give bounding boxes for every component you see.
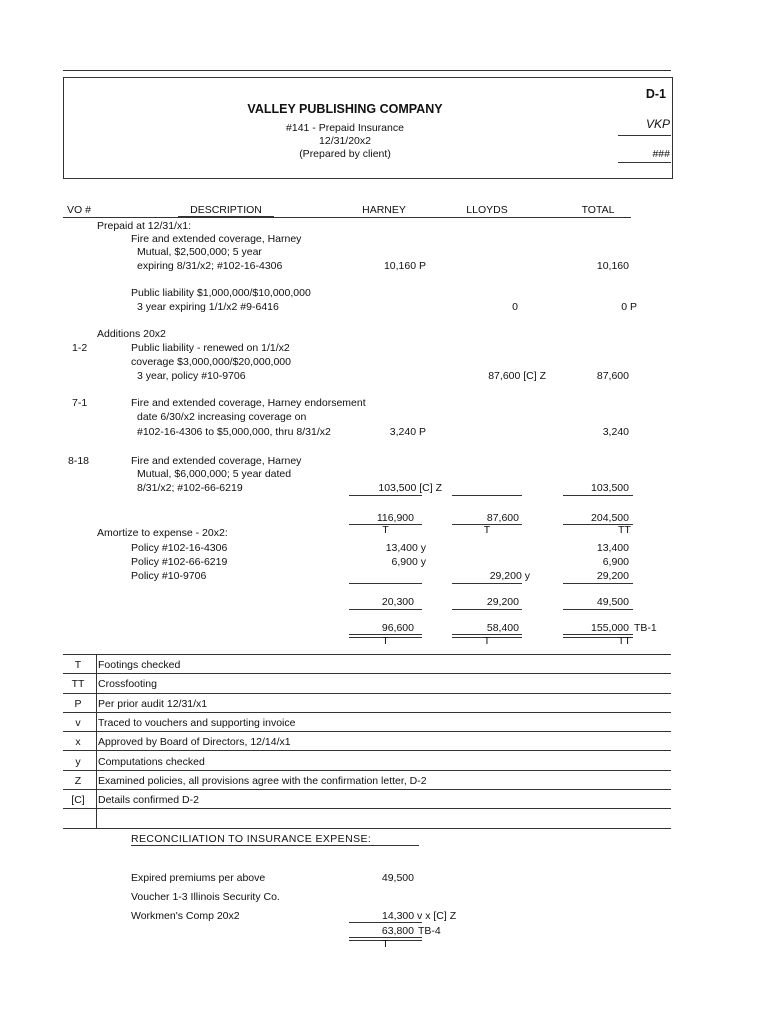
workpaper-ref: D-1 — [645, 87, 666, 101]
grand-total: 155,000 — [591, 622, 629, 634]
account-name: #141 - Prepaid Insurance — [286, 122, 404, 134]
tick-mark: T — [483, 635, 491, 647]
legend-row — [63, 654, 671, 673]
lloyds-value: 87,600 [C] Z — [488, 370, 546, 382]
recon-value: 14,300 v x [C] Z — [382, 910, 457, 922]
harney-total: 96,600 — [381, 622, 414, 634]
lloyds-subtotal: 29,200 — [486, 596, 519, 608]
recon-value: 49,500 — [381, 872, 414, 884]
desc-line: date 6/30/x2 increasing coverage on — [137, 411, 307, 423]
recon-line: Workmen's Comp 20x2 — [131, 910, 240, 922]
col-vo: VO # — [67, 204, 91, 216]
col-total: TOTAL — [581, 204, 615, 216]
recon-total: 63,800 — [381, 925, 414, 937]
lloyds-subtotal: 87,600 — [486, 512, 519, 524]
desc-line: 3 year, policy #10-9706 — [137, 370, 246, 382]
total-value: 0 P — [621, 301, 637, 313]
total-value: 3,240 — [602, 426, 629, 438]
date-placeholder: ### — [652, 148, 670, 160]
recon-title: RECONCILIATION TO INSURANCE EXPENSE: — [131, 833, 419, 846]
desc-line: Public liability - renewed on 1/1/x2 — [131, 342, 290, 354]
total-value: 10,160 — [596, 260, 629, 272]
legend-text: Per prior audit 12/31/x1 — [98, 697, 208, 710]
desc-line: expiring 8/31/x2; #102-16-4306 — [137, 260, 283, 272]
total-value: 87,600 — [596, 370, 629, 382]
col-description: DESCRIPTION — [178, 204, 274, 217]
desc-line: Mutual, $2,500,000; 5 year — [137, 246, 262, 258]
tick-mark: TT — [618, 635, 631, 647]
legend-mark: y — [75, 755, 81, 768]
desc-line: Mutual, $6,000,000; 5 year dated — [137, 468, 292, 480]
legend-row — [63, 770, 671, 789]
vo-number: 7-1 — [72, 397, 88, 409]
total-value: 103,500 — [591, 482, 629, 494]
desc-line: Fire and extended coverage, Harney endorsement — [131, 397, 366, 409]
lloyds-value: 0 — [512, 301, 518, 313]
legend-text: Traced to vouchers and supporting invoice — [98, 716, 296, 729]
legend-text: Computations checked — [98, 755, 205, 768]
desc-line: Amortize to expense - 20x2: — [97, 527, 228, 539]
tick-mark: T — [483, 524, 491, 536]
company-name: VALLEY PUBLISHING COMPANY — [247, 102, 443, 116]
desc-line: coverage $3,000,000/$20,000,000 — [131, 356, 291, 368]
preparer-initials: VKP — [645, 117, 670, 131]
lloyds-value: 29,200 y — [489, 570, 530, 582]
legend-mark: P — [74, 697, 82, 710]
legend-mark: [C] — [71, 794, 85, 807]
prepared-by: (Prepared by client) — [299, 148, 391, 160]
desc-line: Public liability $1,000,000/$10,000,000 — [131, 287, 311, 299]
total-value: 13,400 — [596, 542, 629, 554]
lloyds-total: 58,400 — [486, 622, 519, 634]
legend-row — [63, 789, 671, 808]
legend-text: Crossfooting — [98, 678, 157, 691]
legend-mark: Z — [74, 774, 82, 787]
statement-date: 12/31/20x2 — [319, 135, 371, 147]
legend-text: Examined policies, all provisions agree with the confirmation letter, D-2 — [98, 774, 427, 787]
legend-row — [63, 731, 671, 750]
desc-line: Policy #102-16-4306 — [131, 542, 228, 554]
total-subtotal: 49,500 — [596, 596, 629, 608]
tick-mark: TT — [618, 524, 631, 536]
desc-line: #102-16-4306 to $5,000,000, thru 8/31/x2 — [137, 426, 331, 438]
desc-line: Policy #10-9706 — [131, 570, 207, 582]
total-value: 6,900 — [602, 556, 629, 568]
desc-line: Prepaid at 12/31/x1: — [97, 220, 191, 232]
legend-mark: T — [74, 659, 82, 671]
vo-number: 8-18 — [68, 455, 90, 467]
harney-value: 10,160 P — [383, 260, 426, 272]
harney-subtotal: 116,900 — [376, 512, 414, 524]
legend-mark: x — [75, 736, 81, 749]
col-lloyds: LLOYDS — [466, 204, 508, 216]
legend-mark: v — [75, 716, 81, 729]
legend-text: Approved by Board of Directors, 12/14/x1 — [98, 736, 291, 749]
vo-number: 1-2 — [72, 342, 88, 354]
legend-row — [63, 673, 671, 692]
desc-line: Fire and extended coverage, Harney — [131, 455, 302, 467]
harney-value: 13,400 y — [385, 542, 426, 554]
recon-line: Voucher 1-3 Illinois Security Co. — [131, 891, 280, 903]
desc-line: 8/31/x2; #102-66-6219 — [137, 482, 243, 494]
total-subtotal: 204,500 — [591, 512, 629, 524]
legend-text: Details confirmed D-2 — [98, 794, 199, 807]
harney-subtotal: 20,300 — [381, 596, 414, 608]
desc-line: 3 year expiring 1/1/x2 #9-6416 — [137, 301, 279, 313]
recon-tb-ref: TB-4 — [418, 925, 441, 937]
desc-line: Policy #102-66-6219 — [131, 556, 228, 568]
desc-line: Fire and extended coverage, Harney — [131, 233, 302, 245]
legend-row — [63, 712, 671, 731]
harney-value: 6,900 y — [391, 556, 426, 568]
total-value: 29,200 — [596, 570, 629, 582]
tick-mark: T — [382, 524, 389, 536]
harney-value: 3,240 P — [389, 426, 426, 438]
trial-balance-ref: TB-1 — [634, 622, 657, 634]
legend-text: Footings checked — [98, 659, 181, 671]
legend-row — [63, 693, 671, 712]
tick-mark: T — [382, 938, 389, 950]
recon-line: Expired premiums per above — [131, 872, 266, 884]
col-harney: HARNEY — [362, 204, 406, 216]
legend-mark: TT — [71, 678, 85, 691]
desc-line: Additions 20x2 — [97, 328, 166, 340]
legend-rule — [63, 828, 671, 829]
legend-row — [63, 751, 671, 770]
legend-rule — [63, 808, 671, 809]
tick-mark: T — [382, 635, 389, 647]
harney-value: 103,500 [C] Z — [378, 482, 442, 494]
